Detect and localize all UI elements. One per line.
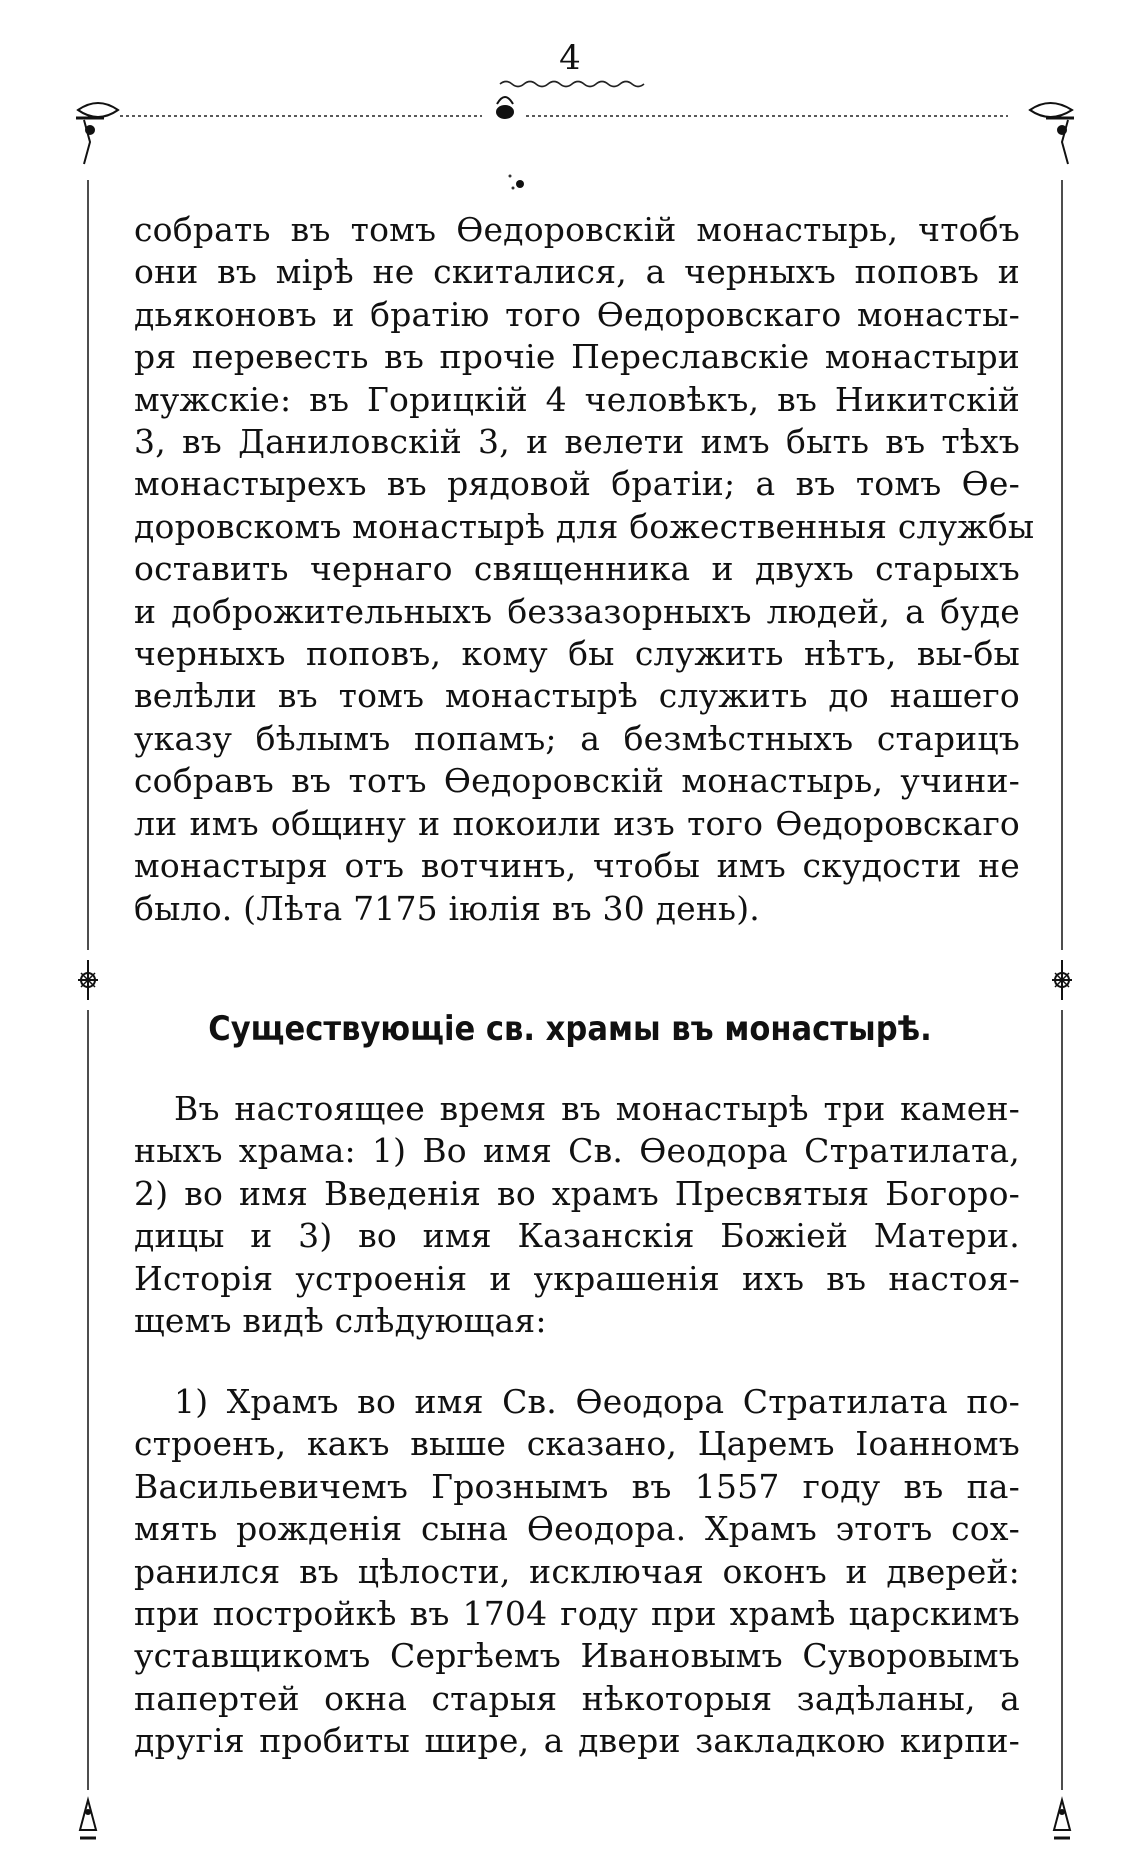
text-line: монастыря отъ вотчинъ, чтобы имъ скудости не: [134, 846, 1020, 886]
text-line: Въ настоящее время въ монастырѣ три камен-: [174, 1089, 1020, 1128]
text-line: другія пробиты шире, а двери закладкою кирпи-: [134, 1721, 1020, 1761]
text-line: дицы и 3) во имя Казанскія Божіей Матери.: [134, 1216, 1020, 1256]
text-line: при постройкѣ въ 1704 году при храмѣ царскимъ: [134, 1594, 1020, 1634]
text-line: щемъ видѣ слѣдующая:: [134, 1301, 547, 1341]
text-line: уставщикомъ Сергѣемъ Ивановымъ Суворовымъ: [134, 1636, 1020, 1676]
text-line: они въ мірѣ не скиталися, а черныхъ поповъ и: [134, 252, 1020, 292]
text-line: Васильевичемъ Грознымъ въ 1557 году въ па-: [134, 1466, 1020, 1506]
text-line: собрать въ томъ Ѳедоровскій монастырь, чтобъ: [134, 210, 1020, 249]
text-line: указу бѣлымъ попамъ; а безмѣстныхъ старицъ: [134, 718, 1020, 758]
fleuron-icon: [1052, 960, 1072, 1000]
corner-ornament-icon: [1054, 1800, 1070, 1838]
text-line: черныхъ поповъ, кому бы служить нѣтъ, вы-бы: [134, 634, 1020, 674]
section-heading: Существующіе св. храмы въ монастырѣ.: [208, 1009, 932, 1049]
corner-ornament-icon: [76, 103, 118, 164]
text-line: было. (Лѣта 7175 іюлія въ 30 день).: [134, 888, 760, 928]
page-number: 4: [559, 38, 581, 78]
corner-ornament-icon: [80, 1800, 96, 1838]
text-line: мять рожденія сына Ѳеодора. Храмъ этотъ сох-: [134, 1509, 1020, 1549]
text-line: дьяконовъ и братію того Ѳедоровскаго монасты-: [134, 294, 1020, 334]
top-ornament-icon: [496, 97, 524, 190]
text-line: Исторія устроенія и украшенія ихъ въ настоя-: [134, 1258, 1020, 1298]
corner-ornament-icon: [1030, 103, 1074, 164]
text-line: ранился въ цѣлости, исключая оконъ и дверей:: [134, 1551, 1020, 1591]
text-line: мужскіе: въ Горицкій 4 человѣкъ, въ Никитскій: [134, 379, 1020, 419]
text-line: 1) Храмъ во имя Св. Ѳеодора Стратилата по-: [174, 1382, 1020, 1421]
paragraph-churches-intro: [134, 1088, 1020, 1342]
text-line: папертей окна старыя нѣкоторыя задѣланы, а: [134, 1678, 1020, 1718]
wavy-rule: [500, 82, 644, 87]
text-line: и доброжительныхъ беззазорныхъ людей, а буде: [134, 591, 1020, 631]
text-line: доровскомъ монастырѣ для божественныя службы: [134, 506, 1035, 546]
text-line: строенъ, какъ выше сказано, Царемъ Іоанномъ: [134, 1424, 1020, 1464]
fleuron-icon: [78, 960, 98, 1000]
text-line: велѣли въ томъ монастырѣ служить до нашего: [134, 676, 1020, 716]
text-line: монастырехъ въ рядовой братіи; а въ томъ Ѳе-: [134, 464, 1020, 504]
paragraph-continuation: [134, 209, 1035, 930]
text-line: 2) во имя Введенія во храмъ Пресвятыя Богоро-: [134, 1173, 1020, 1213]
text-line: ли имъ общину и покоили изъ того Ѳедоровскаго: [134, 803, 1020, 843]
paragraph-church-one: [134, 1381, 1020, 1763]
text-line: собравъ въ тотъ Ѳедоровскій монастырь, учини-: [134, 761, 1020, 801]
text-line: ря перевесть въ прочіе Переславскіе монастыри: [134, 337, 1020, 377]
text-line: ныхъ храма: 1) Во имя Св. Ѳеодора Стратилата,: [134, 1131, 1020, 1171]
text-line: 3, въ Даниловскій 3, и велети имъ быть въ тѣхъ: [134, 422, 1020, 462]
text-line: оставить чернаго священника и двухъ старыхъ: [134, 549, 1020, 589]
